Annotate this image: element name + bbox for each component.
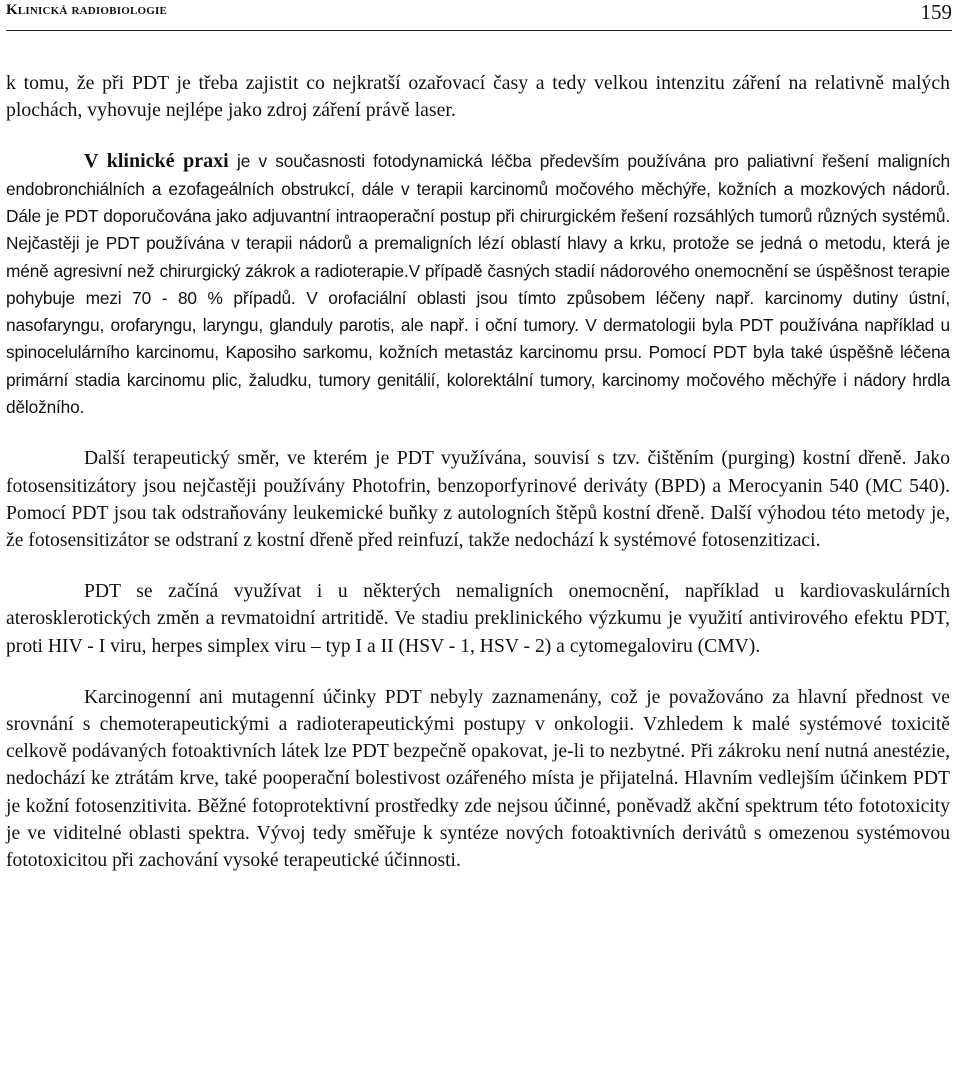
running-header xyxy=(6,0,952,31)
paragraph-3 xyxy=(6,445,950,554)
paragraph-2-text: je v současnosti fotodynamická léčba především používána pro paliativní řešení maligních endobronchiálních a ezofageálních obstrukcí, dále v terapii karcinomů močového měchýře, kožních a mozkových nádorů. Dále je PDT doporučována jako adjuvantní intraoperační postup při chirurgickém řešení rozsáhlých tumorů různých systémů. Nejčastěji je PDT používána v terapii nádorů a premaligních lézí oblastí hlavy a krku, protože se jedná o metodu, která je méně agresivní než chirurgický zákrok a radioterapie.V případě časných stadií nádorového onemocnění se úspěšnost terapie pohybuje mezi 70 - 80 % případů. V orofaciální oblasti jsou tímto způsobem léčeny např. karcinomy dutiny ústní, nasofaryngu, orofaryngu, laryngu, glanduly parotis, ale např. i oční tumory. V dermatologii byla PDT používána například u spinocelulárního karcinomu, Kaposiho sarkomu, kožních metastáz karcinomu prsu. Pomocí PDT byla také úspěšně léčena primární stadia karcinomu plic, žaludku, tumory genitálií, kolorektální tumory, karcinomy močového měchýře i nádory hrdla děložního. xyxy=(6,151,950,418)
paragraph-3-text: Další terapeutický směr, ve kterém je PDT využívána, souvisí s tzv. čištěním (purging) kostní dřeně. Jako fotosensitizátory jsou nejčastěji používány Photofrin, benzoporfyrinové deriváty (BPD) a Merocyanin 540 (MC 540). Pomocí PDT jsou tak odstraňovány leukemické buňky z autologních štěpů kostní dřeně. Další výhodou této metody je, že fotosensitizátor se odstraní z kostní dřeně před reinfuzí, takže nedochází k systémové fotosenzitizaci. xyxy=(6,448,950,551)
paragraph-4-text: PDT se začíná využívat i u některých nemaligních onemocnění, například u kardiovaskulárních aterosklerotických změn a revmatoidní artritidě. Ve stadiu preklinického výzkumu je využití antivirového efektu PDT, proti HIV - I viru, herpes simplex viru – typ I a II (HSV - 1, HSV - 2) a cytomegaloviru (CMV). xyxy=(6,581,950,657)
paragraph-2 xyxy=(6,148,950,421)
paragraph-1-text: k tomu, že při PDT je třeba zajistit co nejkratší ozařovací časy a tedy velkou intenzitu záření na relativně malých plochách, vyhovuje nejlépe jako zdroj záření právě laser. xyxy=(6,72,950,122)
page-number: 159 xyxy=(920,0,952,24)
header-title: Klinická radiobiologie xyxy=(6,2,168,18)
paragraph-2-lead: V klinické praxi xyxy=(84,150,229,173)
paragraph-5-text: Karcinogenní ani mutagenní účinky PDT nebyly zaznamenány, což je považováno za hlavní přednost ve srovnání s chemoterapeutickými a radioterapeutickými postupy v onkologii. Vzhledem k malé systémové toxicitě celkově podávaných fotoaktivních látek lze PDT bezpečně opakovat, je-li to nezbytné. Při zákroku není nutná anestézie, nedochází ke ztrátám krve, také pooperační bolestivost ozářeného místa je přijatelná. Hlavním vedlejším účinkem PDT je kožní fotosenzitivita. Běžné fotoprotektivní prostředky zde nejsou účinné, poněvadž akční spektrum této fototoxicity je ve viditelné oblasti spektra. Vývoj tedy směřuje k syntéze nových fotoaktivních derivátů s omezenou systémovou fototoxicitou při zachování vysoké terapeutické účinnosti. xyxy=(6,686,950,872)
paragraph-4 xyxy=(6,578,950,660)
body-text xyxy=(6,70,950,898)
paragraph-1 xyxy=(6,70,950,124)
paragraph-5 xyxy=(6,684,950,874)
